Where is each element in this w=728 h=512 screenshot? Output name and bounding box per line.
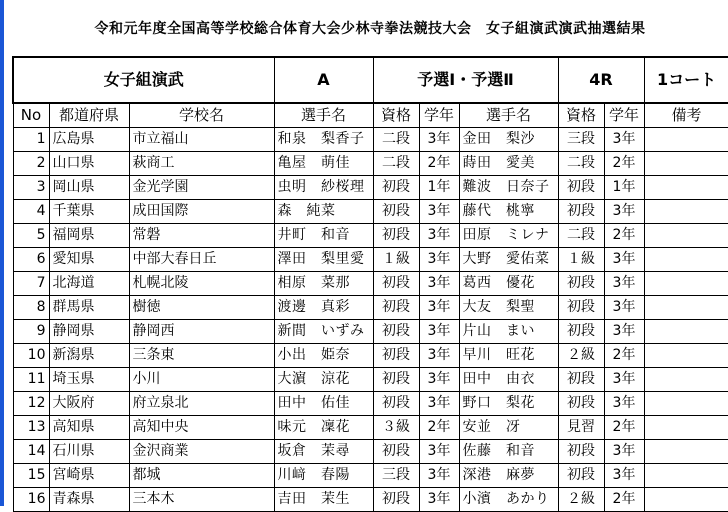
cell-notes[interactable] bbox=[644, 152, 728, 176]
cell-player1[interactable]: 和泉 梨香子 bbox=[274, 128, 373, 152]
cell-grade1[interactable]: 3年 bbox=[419, 344, 459, 368]
table-row bbox=[13, 416, 728, 440]
cell-grade1[interactable]: 3年 bbox=[419, 464, 459, 488]
cell-no[interactable]: 9 bbox=[13, 320, 49, 344]
cell-rank2[interactable]: 見習 bbox=[558, 416, 604, 440]
cell-school[interactable]: 三本木 bbox=[129, 488, 274, 512]
cell-prefecture[interactable]: 静岡県 bbox=[49, 320, 129, 344]
cell-grade2[interactable]: 3年 bbox=[604, 464, 644, 488]
cell-grade2[interactable]: 2年 bbox=[604, 224, 644, 248]
cell-school[interactable]: 市立福山 bbox=[129, 128, 274, 152]
cell-prefecture[interactable]: 高知県 bbox=[49, 416, 129, 440]
cell-prefecture[interactable]: 福岡県 bbox=[49, 224, 129, 248]
cell-player1[interactable]: 小出 姫奈 bbox=[274, 344, 373, 368]
cell-notes[interactable] bbox=[644, 200, 728, 224]
cell-no[interactable]: 5 bbox=[13, 224, 49, 248]
cell-school[interactable]: 金光学園 bbox=[129, 176, 274, 200]
cell-grade1[interactable]: 3年 bbox=[419, 368, 459, 392]
col-header-grade1[interactable]: 学年 bbox=[419, 103, 459, 128]
cell-player2[interactable]: 藤代 桃寧 bbox=[459, 200, 558, 224]
cell-grade2[interactable]: 2年 bbox=[604, 488, 644, 512]
cell-grade2[interactable]: 3年 bbox=[604, 368, 644, 392]
cell-school[interactable]: 中部大春日丘 bbox=[129, 248, 274, 272]
cell-no[interactable]: 4 bbox=[13, 200, 49, 224]
cell-grade2[interactable]: 3年 bbox=[604, 392, 644, 416]
cell-rank2[interactable]: 初段 bbox=[558, 440, 604, 464]
cell-rank1[interactable]: 初段 bbox=[373, 440, 419, 464]
cell-grade2[interactable]: 3年 bbox=[604, 248, 644, 272]
cell-prefecture[interactable]: 山口県 bbox=[49, 152, 129, 176]
cell-grade1[interactable]: 3年 bbox=[419, 296, 459, 320]
event-round-code[interactable]: 4R bbox=[558, 57, 644, 103]
cell-rank2[interactable]: 二段 bbox=[558, 152, 604, 176]
cell-rank1[interactable]: 三段 bbox=[373, 464, 419, 488]
col-header-rank1[interactable]: 資格 bbox=[373, 103, 419, 128]
cell-school[interactable]: 常磐 bbox=[129, 224, 274, 248]
table-row bbox=[13, 200, 728, 224]
cell-player2[interactable]: 大野 愛佑菜 bbox=[459, 248, 558, 272]
cell-rank2[interactable]: 初段 bbox=[558, 176, 604, 200]
cell-notes[interactable] bbox=[644, 272, 728, 296]
cell-player2[interactable]: 佐藤 和音 bbox=[459, 440, 558, 464]
table-row bbox=[13, 176, 728, 200]
cell-player1[interactable]: 川﨑 春陽 bbox=[274, 464, 373, 488]
cell-prefecture[interactable]: 北海道 bbox=[49, 272, 129, 296]
cell-rank2[interactable]: １級 bbox=[558, 248, 604, 272]
table-row bbox=[13, 152, 728, 176]
cell-grade2[interactable]: 3年 bbox=[604, 272, 644, 296]
cell-no[interactable]: 12 bbox=[13, 392, 49, 416]
cell-grade1[interactable]: 3年 bbox=[419, 392, 459, 416]
cell-rank2[interactable]: ２級 bbox=[558, 344, 604, 368]
cell-grade2[interactable]: 3年 bbox=[604, 320, 644, 344]
cell-rank2[interactable]: 初段 bbox=[558, 320, 604, 344]
cell-rank1[interactable]: 初段 bbox=[373, 344, 419, 368]
cell-grade2[interactable]: 3年 bbox=[604, 200, 644, 224]
cell-player1[interactable]: 澤田 梨里愛 bbox=[274, 248, 373, 272]
cell-school[interactable]: 成田国際 bbox=[129, 200, 274, 224]
cell-rank2[interactable]: 初段 bbox=[558, 392, 604, 416]
cell-rank1[interactable]: 初段 bbox=[373, 272, 419, 296]
cell-school[interactable]: 三条東 bbox=[129, 344, 274, 368]
cell-prefecture[interactable]: 新潟県 bbox=[49, 344, 129, 368]
cell-rank2[interactable]: 初段 bbox=[558, 368, 604, 392]
cell-player2[interactable]: 難波 日奈子 bbox=[459, 176, 558, 200]
cell-rank1[interactable]: 初段 bbox=[373, 224, 419, 248]
cell-notes[interactable] bbox=[644, 416, 728, 440]
cell-notes[interactable] bbox=[644, 296, 728, 320]
cell-notes[interactable] bbox=[644, 248, 728, 272]
table-row bbox=[13, 224, 728, 248]
cell-player1[interactable]: 相原 菜那 bbox=[274, 272, 373, 296]
cell-no[interactable]: 15 bbox=[13, 464, 49, 488]
cell-rank1[interactable]: 二段 bbox=[373, 152, 419, 176]
cell-player1[interactable]: 井町 和音 bbox=[274, 224, 373, 248]
cell-grade1[interactable]: 1年 bbox=[419, 176, 459, 200]
table-row bbox=[13, 368, 728, 392]
column-header-row bbox=[13, 103, 728, 128]
col-header-player1[interactable]: 選手名 bbox=[274, 103, 373, 128]
cell-prefecture[interactable]: 千葉県 bbox=[49, 200, 129, 224]
table-row bbox=[13, 296, 728, 320]
cell-player1[interactable]: 大濵 涼花 bbox=[274, 368, 373, 392]
cell-school[interactable]: 静岡西 bbox=[129, 320, 274, 344]
table-row bbox=[13, 320, 728, 344]
cell-notes[interactable] bbox=[644, 488, 728, 512]
cell-prefecture[interactable]: 広島県 bbox=[49, 128, 129, 152]
cell-school[interactable]: 札幌北陵 bbox=[129, 272, 274, 296]
cell-player1[interactable]: 吉田 茉生 bbox=[274, 488, 373, 512]
cell-rank1[interactable]: １級 bbox=[373, 248, 419, 272]
table-row bbox=[13, 344, 728, 368]
col-header-rank2[interactable]: 資格 bbox=[558, 103, 604, 128]
cell-notes[interactable] bbox=[644, 344, 728, 368]
cell-grade2[interactable]: 1年 bbox=[604, 176, 644, 200]
cell-player2[interactable]: 葛西 優花 bbox=[459, 272, 558, 296]
table-row bbox=[13, 248, 728, 272]
cell-notes[interactable] bbox=[644, 392, 728, 416]
cell-player2[interactable]: 小濱 あかり bbox=[459, 488, 558, 512]
cell-player2[interactable]: 金田 梨沙 bbox=[459, 128, 558, 152]
page-title: 令和元年度全国高等学校総合体育大会少林寺拳法競技大会 女子組演武演武抽選結果 bbox=[94, 21, 646, 37]
cell-no[interactable]: 1 bbox=[13, 128, 49, 152]
cell-player2[interactable]: 蒔田 愛美 bbox=[459, 152, 558, 176]
cell-rank1[interactable]: 初段 bbox=[373, 320, 419, 344]
cell-player1[interactable]: 新間 いずみ bbox=[274, 320, 373, 344]
col-header-grade2[interactable]: 学年 bbox=[604, 103, 644, 128]
cell-grade1[interactable]: 3年 bbox=[419, 128, 459, 152]
event-court[interactable]: 1コート bbox=[644, 57, 728, 103]
cell-grade1[interactable]: 3年 bbox=[419, 200, 459, 224]
cell-grade2[interactable]: 3年 bbox=[604, 128, 644, 152]
cell-rank2[interactable]: 初段 bbox=[558, 200, 604, 224]
cell-grade2[interactable]: 2年 bbox=[604, 344, 644, 368]
cell-player1[interactable]: 森 純菜 bbox=[274, 200, 373, 224]
col-header-notes[interactable]: 備考 bbox=[644, 103, 728, 128]
cell-player1[interactable]: 虫明 紗桜理 bbox=[274, 176, 373, 200]
cell-prefecture[interactable]: 岡山県 bbox=[49, 176, 129, 200]
cell-prefecture[interactable]: 大阪府 bbox=[49, 392, 129, 416]
event-row bbox=[13, 57, 728, 103]
table-row bbox=[13, 392, 728, 416]
cell-notes[interactable] bbox=[644, 128, 728, 152]
col-header-prefecture[interactable]: 都道府県 bbox=[49, 103, 129, 128]
cell-grade1[interactable]: 3年 bbox=[419, 224, 459, 248]
cell-school[interactable]: 金沢商業 bbox=[129, 440, 274, 464]
cell-rank2[interactable]: 初段 bbox=[558, 464, 604, 488]
cell-player1[interactable]: 味元 凜花 bbox=[274, 416, 373, 440]
cell-prefecture[interactable]: 愛知県 bbox=[49, 248, 129, 272]
cell-grade1[interactable]: 3年 bbox=[419, 272, 459, 296]
cell-rank2[interactable]: ２級 bbox=[558, 488, 604, 512]
cell-rank2[interactable]: 三段 bbox=[558, 128, 604, 152]
cell-notes[interactable] bbox=[644, 368, 728, 392]
table-row bbox=[13, 272, 728, 296]
cell-no[interactable]: 10 bbox=[13, 344, 49, 368]
cell-rank2[interactable]: 初段 bbox=[558, 296, 604, 320]
cell-rank2[interactable]: 二段 bbox=[558, 224, 604, 248]
cell-player1[interactable]: 亀屋 萌佳 bbox=[274, 152, 373, 176]
col-header-player2[interactable]: 選手名 bbox=[459, 103, 558, 128]
cell-prefecture[interactable]: 宮崎県 bbox=[49, 464, 129, 488]
cell-player2[interactable]: 片山 まい bbox=[459, 320, 558, 344]
cell-rank1[interactable]: 二段 bbox=[373, 128, 419, 152]
cell-rank1[interactable]: 初段 bbox=[373, 200, 419, 224]
cell-grade2[interactable]: 2年 bbox=[604, 152, 644, 176]
cell-school[interactable]: 府立泉北 bbox=[129, 392, 274, 416]
cell-no[interactable]: 8 bbox=[13, 296, 49, 320]
cell-grade1[interactable]: 3年 bbox=[419, 320, 459, 344]
cell-school[interactable]: 萩商工 bbox=[129, 152, 274, 176]
window-left-border bbox=[0, 0, 4, 506]
cell-player2[interactable]: 安並 冴 bbox=[459, 416, 558, 440]
cell-grade2[interactable]: 3年 bbox=[604, 296, 644, 320]
table-row bbox=[13, 488, 728, 512]
cell-no[interactable]: 6 bbox=[13, 248, 49, 272]
cell-player2[interactable]: 田中 由衣 bbox=[459, 368, 558, 392]
cell-school[interactable]: 高知中央 bbox=[129, 416, 274, 440]
cell-grade1[interactable]: 3年 bbox=[419, 440, 459, 464]
cell-grade1[interactable]: 2年 bbox=[419, 152, 459, 176]
cell-notes[interactable] bbox=[644, 464, 728, 488]
cell-prefecture[interactable]: 石川県 bbox=[49, 440, 129, 464]
cell-rank2[interactable]: 初段 bbox=[558, 272, 604, 296]
cell-player2[interactable]: 野口 梨花 bbox=[459, 392, 558, 416]
cell-no[interactable]: 7 bbox=[13, 272, 49, 296]
cell-no[interactable]: 2 bbox=[13, 152, 49, 176]
event-name[interactable]: 女子組演武 bbox=[13, 57, 274, 103]
event-round[interactable]: 予選Ⅰ・予選Ⅱ bbox=[373, 57, 558, 103]
cell-grade2[interactable]: 2年 bbox=[604, 416, 644, 440]
cell-rank1[interactable]: 初段 bbox=[373, 368, 419, 392]
cell-notes[interactable] bbox=[644, 320, 728, 344]
cell-no[interactable]: 16 bbox=[13, 488, 49, 512]
cell-rank1[interactable]: 初段 bbox=[373, 392, 419, 416]
cell-grade1[interactable]: 2年 bbox=[419, 416, 459, 440]
cell-no[interactable]: 3 bbox=[13, 176, 49, 200]
cell-notes[interactable] bbox=[644, 224, 728, 248]
cell-rank1[interactable]: 初段 bbox=[373, 296, 419, 320]
cell-grade1[interactable]: 3年 bbox=[419, 248, 459, 272]
cell-grade2[interactable]: 3年 bbox=[604, 440, 644, 464]
cell-player1[interactable]: 渡邊 真彩 bbox=[274, 296, 373, 320]
table-row bbox=[13, 128, 728, 152]
table-row bbox=[13, 464, 728, 488]
cell-school[interactable]: 小川 bbox=[129, 368, 274, 392]
cell-grade1[interactable]: 3年 bbox=[419, 488, 459, 512]
cell-prefecture[interactable]: 群馬県 bbox=[49, 296, 129, 320]
cell-no[interactable]: 14 bbox=[13, 440, 49, 464]
cell-rank1[interactable]: 初段 bbox=[373, 488, 419, 512]
cell-notes[interactable] bbox=[644, 440, 728, 464]
cell-rank1[interactable]: ３級 bbox=[373, 416, 419, 440]
cell-player2[interactable]: 深港 麻夢 bbox=[459, 464, 558, 488]
cell-player2[interactable]: 早川 旺花 bbox=[459, 344, 558, 368]
cell-prefecture[interactable]: 青森県 bbox=[49, 488, 129, 512]
table-row bbox=[13, 440, 728, 464]
cell-school[interactable]: 樹徳 bbox=[129, 296, 274, 320]
col-header-school[interactable]: 学校名 bbox=[129, 103, 274, 128]
cell-no[interactable]: 11 bbox=[13, 368, 49, 392]
lottery-results-table bbox=[12, 56, 728, 512]
cell-player2[interactable]: 大友 梨聖 bbox=[459, 296, 558, 320]
event-group[interactable]: A bbox=[274, 57, 373, 103]
cell-player1[interactable]: 坂倉 茉尋 bbox=[274, 440, 373, 464]
cell-player2[interactable]: 田原 ミレナ bbox=[459, 224, 558, 248]
cell-player1[interactable]: 田中 佑佳 bbox=[274, 392, 373, 416]
cell-notes[interactable] bbox=[644, 176, 728, 200]
cell-prefecture[interactable]: 埼玉県 bbox=[49, 368, 129, 392]
cell-rank1[interactable]: 初段 bbox=[373, 176, 419, 200]
cell-no[interactable]: 13 bbox=[13, 416, 49, 440]
cell-school[interactable]: 都城 bbox=[129, 464, 274, 488]
col-header-no[interactable]: No bbox=[13, 103, 49, 128]
